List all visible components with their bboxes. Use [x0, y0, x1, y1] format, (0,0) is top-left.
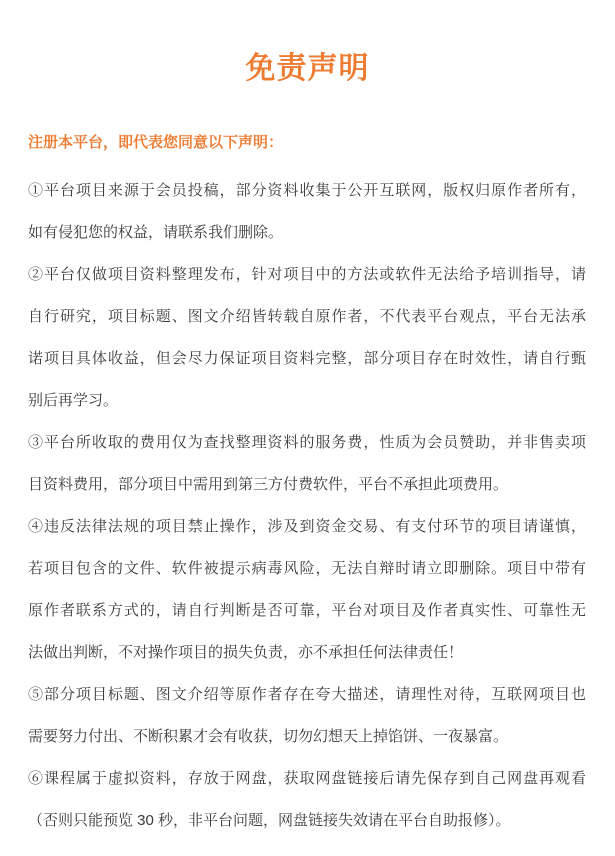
text-line-p3-l2: 目资料费用，部分项目中需用到第三方付费软件，平台不承担此项费用。 — [28, 476, 509, 493]
agreement-lead-line: 注册本平台，即代表您同意以下声明： — [28, 134, 284, 151]
text-line-p5-l1: ⑤部分项目标题、图文介绍等原作者存在夸大描述，请理性对待，互联网项目也 — [28, 686, 586, 703]
text-line-p5-l2: 需要努力付出、不断积累才会有收获，切勿幻想天上掉馅饼、一夜暴富。 — [28, 728, 509, 745]
text-line-p4-l2: 若项目包含的文件、软件被提示病毒风险，无法自辩时请立即删除。项目中带有 — [28, 560, 586, 577]
text-line-p6-l1: ⑥课程属于虚拟资料，存放于网盘，获取网盘链接后请先保存到自己网盘再观看 — [28, 770, 586, 787]
text-line-p2-l1: ②平台仅做项目资料整理发布，针对项目中的方法或软件无法给予培训指导，请 — [28, 266, 586, 283]
text-line-p2-l4: 别后再学习。 — [28, 392, 119, 409]
text-line-p1-l1: ①平台项目来源于会员投稿，部分资料收集于公开互联网，版权归原作者所有， — [28, 182, 586, 199]
text-line-p4-l4: 法做出判断，不对操作项目的损失负责，亦不承担任何法律责任！ — [28, 644, 464, 661]
text-line-p2-l2: 自行研究，项目标题、图文介绍皆转载自原作者，不代表平台观点，平台无法承 — [28, 308, 586, 325]
text-line-p3-l1: ③平台所收取的费用仅为查找整理资料的服务费，性质为会员赞助，并非售卖项 — [28, 434, 586, 451]
text-line-p1-l2: 如有侵犯您的权益，请联系我们删除。 — [28, 224, 284, 241]
text-line-p6-l2: （否则只能预览 30 秒，非平台问题，网盘链接失效请在平台自助报修）。 — [28, 812, 511, 829]
page-title: 免责声明 — [245, 52, 370, 85]
text-line-p4-l1: ④违反法律法规的项目禁止操作，涉及到资金交易、有支付环节的项目请谨慎， — [28, 518, 586, 535]
text-line-p2-l3: 诺项目具体收益，但会尽力保证项目资料完整，部分项目存在时效性，请自行甄 — [28, 350, 586, 367]
text-line-p4-l3: 原作者联系方式的，请自行判断是否可靠，平台对项目及作者真实性、可靠性无 — [28, 602, 586, 619]
disclaimer-body — [28, 170, 586, 842]
